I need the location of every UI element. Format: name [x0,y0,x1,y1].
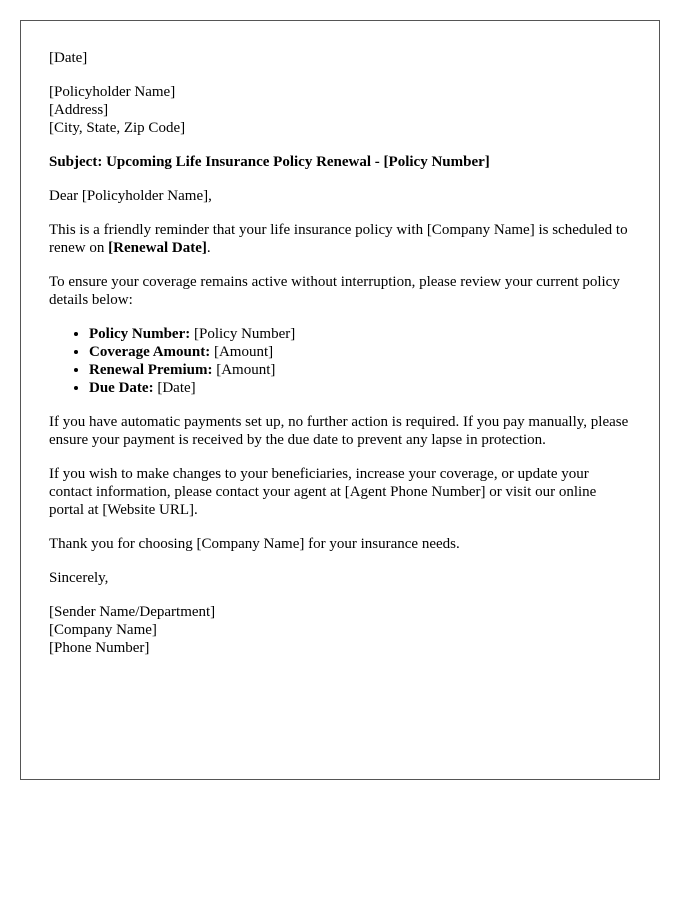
letter [20,20,660,780]
thanks-paragraph [49,535,631,553]
thanks-text: Thank you for choosing [Company Name] for your insurance needs. [49,536,460,552]
sender-phone: [Phone Number] [49,640,150,656]
detail-label: Due Date: [89,380,154,396]
changes-paragraph [49,465,631,519]
list-item-renewal-premium [89,361,631,379]
payment-paragraph [49,413,631,449]
changes-text: If you wish to make changes to your beneficiaries, increase your coverage, or update your contact information, please contact your agent at [Agent Phone Number] or visit our online portal at [Website URL]. [49,466,597,518]
subject-block [49,153,631,171]
detail-label: Renewal Premium: [89,362,213,378]
salutation: Dear [Policyholder Name], [49,188,212,204]
recipient-city-state-zip: [City, State, Zip Code] [49,120,186,136]
policy-details-list [49,325,631,397]
review-text: To ensure your coverage remains active without interruption, please review your current policy details below: [49,274,620,308]
review-paragraph [49,273,631,309]
intro-text-before: This is a friendly reminder that your life insurance policy with [Company Name] is scheduled to renew on [49,222,628,256]
date-block [49,49,631,67]
letter-date: [Date] [49,50,88,66]
detail-value: [Policy Number] [190,326,296,342]
list-item-due-date [89,379,631,397]
sender-block [49,603,631,657]
renewal-date: [Renewal Date] [108,240,207,256]
recipient-address: [Address] [49,102,109,118]
recipient-name: [Policyholder Name] [49,84,176,100]
intro-text [49,221,631,257]
closing-block [49,569,631,587]
sender-company: [Company Name] [49,622,157,638]
salutation-block [49,187,631,205]
recipient-address-block [49,83,631,137]
list-item-coverage-amount [89,343,631,361]
subject-line: Subject: Upcoming Life Insurance Policy Renewal - [Policy Number] [49,154,490,170]
detail-label: Coverage Amount: [89,344,211,360]
sender-name: [Sender Name/Department] [49,604,216,620]
list-item-policy-number [89,325,631,343]
detail-label: Policy Number: [89,326,191,342]
detail-value: [Amount] [210,344,274,360]
payment-text: If you have automatic payments set up, no further action is required. If you pay manually, please ensure your payment is received by the due date to prevent any lapse in protection. [49,414,629,448]
intro-text-after: . [206,240,211,256]
closing: Sincerely, [49,570,109,586]
intro-paragraph [49,221,631,257]
detail-value: [Date] [153,380,196,396]
detail-value: [Amount] [212,362,276,378]
